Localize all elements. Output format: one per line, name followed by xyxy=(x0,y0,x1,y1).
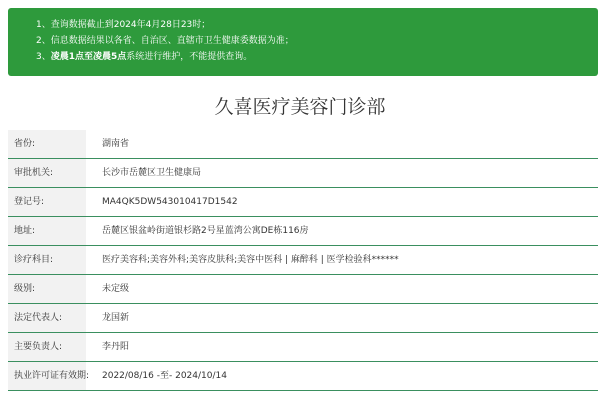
detail-label: 执业许可证有效期: xyxy=(8,362,86,390)
detail-row-address xyxy=(8,217,598,246)
detail-row-principal xyxy=(8,333,598,362)
detail-label: 级别: xyxy=(8,275,86,303)
notice-line-prefix: 2、 xyxy=(36,36,51,46)
notice-line-prefix: 3、 xyxy=(36,52,51,62)
notice-line-bold-text: 凌晨1点至凌晨5点 xyxy=(50,52,127,62)
detail-value: 李丹阳 xyxy=(102,342,130,352)
detail-value: 医疗美容科;美容外科;美容皮肤科;美容中医科 | 麻醉科 | 医学检验科****** xyxy=(102,255,399,265)
detail-value: 湖南省 xyxy=(102,139,130,149)
notice-line-text: 系统进行维护，不能提供查询。 xyxy=(126,52,253,62)
detail-row-registration-number xyxy=(8,188,598,217)
detail-value: 2022/08/16 -至- 2024/10/14 xyxy=(102,371,227,381)
detail-label: 省份: xyxy=(8,130,86,158)
detail-label: 地址: xyxy=(8,217,86,245)
notice-line-text: 信息数据结果以各省、自治区、直辖市卫生健康委数据为准； xyxy=(50,36,294,46)
notice-banner xyxy=(8,8,598,76)
detail-label: 主要负责人: xyxy=(8,333,86,361)
detail-label: 法定代表人: xyxy=(8,304,86,332)
detail-value: MA4QK5DW543010417D1542 xyxy=(102,197,238,207)
detail-row-approval-authority xyxy=(8,159,598,188)
detail-value: 龙国新 xyxy=(102,313,130,323)
detail-value: 岳麓区银盆岭街道银杉路2号星蓝湾公寓DE栋116房 xyxy=(102,226,309,236)
detail-row-province xyxy=(8,130,598,159)
notice-line-prefix: 1、 xyxy=(36,20,51,30)
detail-label: 登记号: xyxy=(8,188,86,216)
detail-value: 未定级 xyxy=(102,284,130,294)
page-title: 久喜医疗美容门诊部 xyxy=(214,96,386,118)
detail-value: 长沙市岳麓区卫生健康局 xyxy=(102,168,202,178)
detail-row-grade xyxy=(8,275,598,304)
notice-line-3 xyxy=(36,49,598,65)
detail-label: 诊疗科目: xyxy=(8,246,86,274)
detail-row-legal-representative xyxy=(8,304,598,333)
notice-line-text: 查询数据截止到2024年4月28日23时； xyxy=(50,20,211,30)
detail-label: 审批机关: xyxy=(8,159,86,187)
notice-line-2 xyxy=(36,33,598,49)
detail-row-license-validity xyxy=(8,362,598,391)
detail-row-departments xyxy=(8,246,598,275)
detail-table xyxy=(8,130,598,400)
notice-line-1 xyxy=(36,17,598,33)
